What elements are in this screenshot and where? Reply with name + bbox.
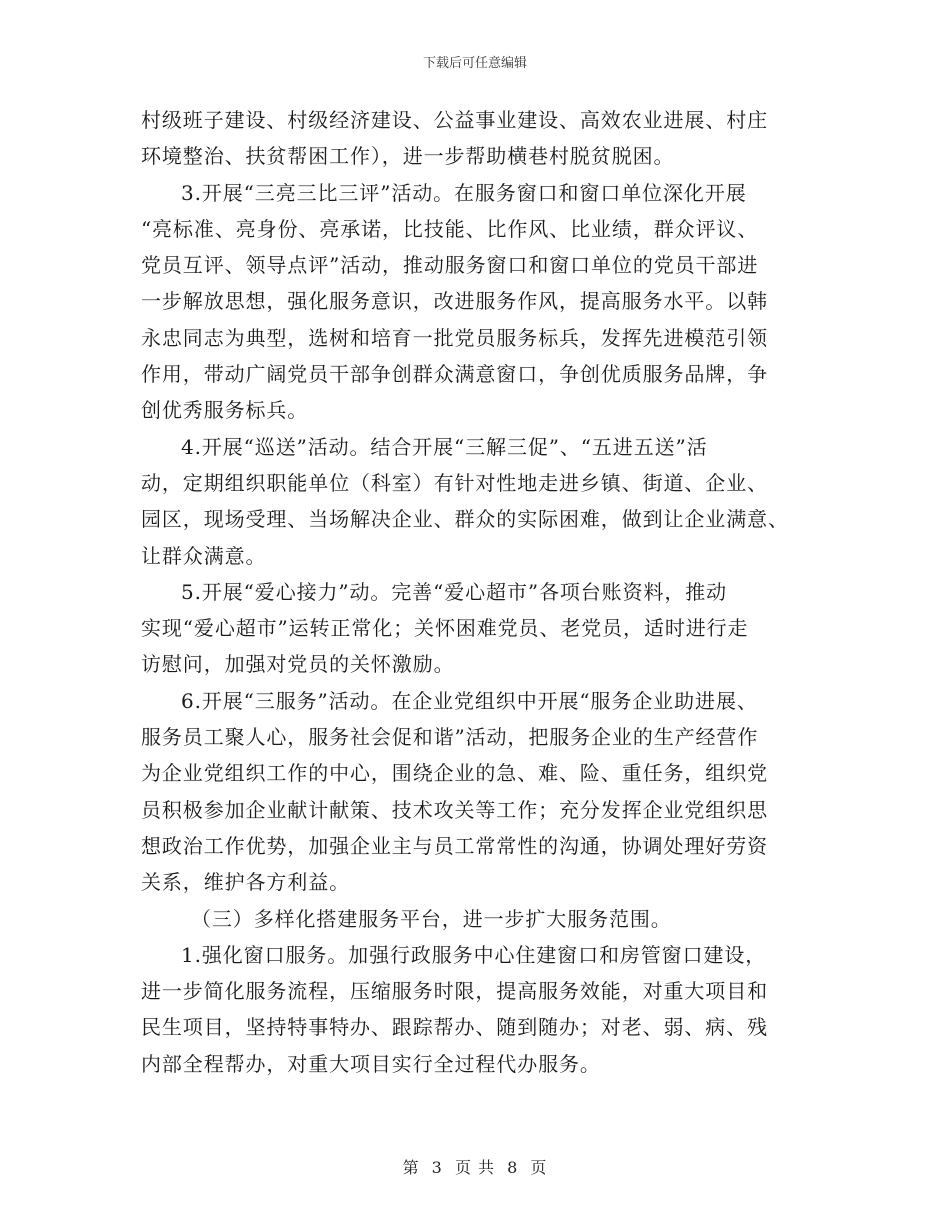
footer-suffix: 页 [530,1158,548,1177]
text-line: 员积极参加企业献计献策、技术攻关等工作；充分发挥企业党组织思 [141,797,768,822]
footer-mid: 页 共 [454,1158,496,1177]
text-line: 关系，维护各方利益。 [141,870,350,895]
text-line: 3.开展“三亮三比三评”活动。在服务窗口和窗口单位深化开展 [181,180,747,205]
text-line: 5.开展“爱心接力”动。完善“爱心超市”各项台账资料，推动 [181,579,728,604]
text-line: 进一步简化服务流程，压缩服务时限，提高服务效能，对重大项目和 [141,979,768,1004]
text-line: 为企业党组织工作的中心，围绕企业的急、难、险、重任务，组织党 [141,761,768,786]
text-line: 村级班子建设、村级经济建设、公益事业建设、高效农业进展、村庄 [141,108,768,132]
text-line: 实现“爱心超市”运转正常化；关怀困难党员、老党员，适时进行走 [141,616,749,641]
footer-page-number: 3 [431,1158,443,1177]
body-text [141,102,821,1082]
page-footer [0,1155,950,1178]
text-line: 一步解放思想，强化服务意识，改进服务作风，提高服务水平。以韩 [141,289,768,314]
footer-total-pages: 8 [507,1158,519,1177]
text-line: 动，定期组织职能单位（科室）有针对性地走进乡镇、街道、企业、 [141,470,768,495]
text-line: 民生项目，坚持特事特办、跟踪帮办、随到随办；对老、弱、病、残 [141,1015,768,1040]
text-line: 内部全程帮办，对重大项目实行全过程代办服务。 [141,1051,601,1076]
text-line: 6.开展“三服务”活动。在企业党组织中开展“服务企业助进展、 [181,688,758,713]
text-line: 让群众满意。 [141,543,267,568]
text-line: 作用，带动广阔党员干部争创群众满意窗口，争创优质服务品牌，争 [141,362,768,387]
text-line: 1.强化窗口服务。加强行政服务中心住建窗口和房管窗口建设， [181,942,767,967]
page-header: 下载后可任意编辑 [422,56,527,71]
text-line: “亮标准、亮身份、亮承诺，比技能、比作风、比业绩，群众评议、 [141,216,759,241]
text-line: 园区，现场受理、当场解决企业、群众的实际困难，做到让企业满意、 [141,507,789,532]
text-line: 访慰问，加强对党员的关怀激励。 [141,652,455,677]
text-line: 党员互评、领导点评”活动，推动服务窗口和窗口单位的党员干部进 [141,253,759,278]
text-line: 创优秀服务标兵。 [141,398,309,423]
text-line: 服务员工聚人心，服务社会促和谐”活动，把服务企业的生产经营作 [141,725,759,750]
text-line: （三）多样化搭建服务平台，进一步扩大服务范围。 [191,906,672,931]
footer-prefix: 第 [402,1158,420,1177]
text-line: 4.开展“巡送”活动。结合开展“三解三促”、“五进五送”活 [181,434,708,459]
text-line: 环境整治、扶贫帮困工作），进一步帮助横巷村脱贫脱困。 [141,144,675,169]
text-line: 想政治工作优势，加强企业主与员工常常性的沟通，协调处理好劳资 [141,833,768,858]
text-line: 永忠同志为典型，选树和培育一批党员服务标兵，发挥先进模范引领 [141,325,768,350]
